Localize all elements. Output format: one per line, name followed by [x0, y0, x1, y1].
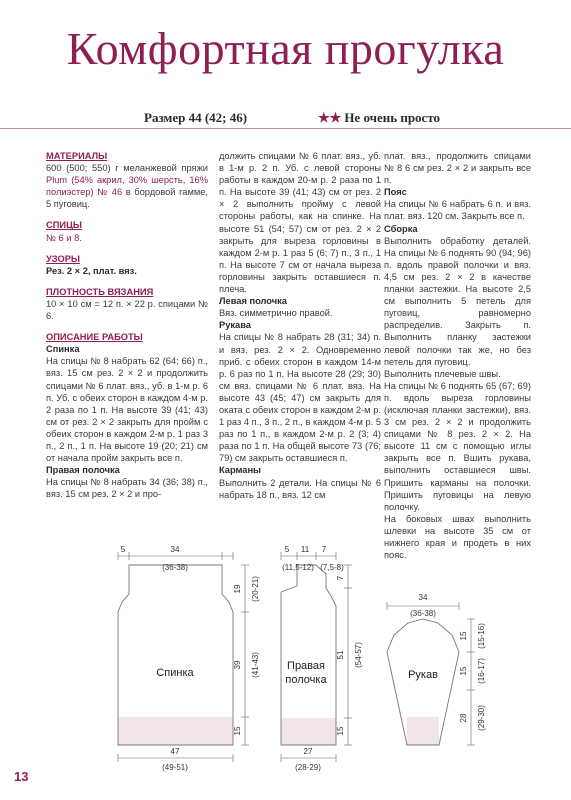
text-column-2 [219, 150, 381, 501]
assembly-text-1: Выполнить обработку деталей. На спицы № 6 поднять 90 (94; 96) п. вдоль правой полочки и вяз. 4,5 см рез. 2 × 2 в качестве планки застежки. На высоте 2,5 см выполнить 5 петель для пуговиц, равномерно распределив. Закрыть п. Выполнить планку застежки левой полочки так же, но без петель для пуговиц. [384, 235, 531, 367]
page-title: Комфортная прогулка [66, 23, 505, 74]
density-text: 10 × 10 см = 12 п. × 22 р. спицами № 6. [46, 298, 208, 322]
left-front-heading: Левая полочка [219, 296, 287, 307]
yarn-name: Plum (54% акрил, 30% шерсть, 16% полиэстер) № 46 [46, 175, 208, 198]
star-icon: ★★ [318, 110, 342, 125]
front-dim-top-sub-c: (7,5-8) [320, 563, 344, 572]
page-number: 13 [14, 769, 29, 784]
front-dim-right-mid: 51 [336, 650, 345, 660]
sleeve-dim-top-sub: (36-38) [410, 609, 436, 618]
text-column-3 [384, 150, 531, 561]
sleeve-dim-right-bot-sub: (29-30) [477, 705, 486, 731]
sleeve-dim-right-top-sub: (15-16) [477, 623, 486, 649]
back-dim-right-mid: 39 [233, 660, 242, 670]
back-dim-bottom: 47 [170, 747, 180, 756]
front-label-1: Правая [287, 660, 325, 672]
belt-text: На спицы № 6 набрать 6 п. и вяз. плат. вяз. 120 см. Закрыть все п. [384, 199, 531, 222]
text-column-1 [46, 150, 208, 500]
right-front-text: На спицы № 8 набрать 34 (36; 38) п., вяз. 15 см рез. 2 × 2 и про- [46, 477, 208, 500]
materials-heading: МАТЕРИАЛЫ [46, 151, 108, 161]
right-front-heading: Правая полочка [46, 465, 120, 476]
density-heading: ПЛОТНОСТЬ ВЯЗАНИЯ [46, 286, 154, 297]
diagrams-svg [0, 540, 571, 800]
back-dim-right-mid-sub: (41-43) [251, 652, 260, 678]
pattern-diagrams [0, 540, 571, 800]
sleeves-heading: Рукава [219, 320, 251, 331]
front-dim-right-bot: 15 [336, 726, 345, 736]
left-front-text: Вяз. симметрично правой. [219, 308, 333, 319]
difficulty-text: Не очень просто [344, 110, 441, 125]
pockets-heading: Карманы [219, 465, 261, 476]
pockets-cont: плат. вяз., продолжить спицами № 8 6 см рез. 2 × 2 и закрыть все п. [384, 151, 531, 186]
patterns-heading: УЗОРЫ [46, 253, 81, 264]
front-dim-bottom-sub: (28-29) [295, 763, 321, 772]
back-heading: Спинка [46, 344, 80, 355]
back-dim-bottom-sub: (49-51) [162, 763, 188, 772]
sleeves-text: На спицы № 8 набрать 28 (31; 34) п. и вяз. рез. 2 × 2. Одновременно приб. с обеих сторон в каждом 14-м р. 6 раз по 1 п. На высоте 28 (29; 30) см вяз. спицами № 6 плат. вяз. На высоте 43 (45; 47) см закрыть для оката с обеих сторон в каждом 2-м р. 1 раз 4 п., 3 п., 2 п., в каждом 4-м р. 5 раз по 1 п., в каждом 2-м р. 2 (3; 4) раза по 1 п. На общей высоте 73 (76; 79) см закрыть оставшиеся п. [219, 332, 381, 464]
materials-text: 600 (500; 550) г меланжевой пряжи Plum (54% акрил, 30% шерсть, 16% полиэстер) № 46 в бордовой гамме, 5 пуговиц. [46, 163, 208, 210]
patterns-text: Рез. 2 × 2, плат. вяз. [46, 265, 137, 276]
front-shade [281, 718, 336, 745]
back-shade [118, 717, 233, 745]
work-heading: ОПИСАНИЕ РАБОТЫ [46, 332, 143, 343]
sleeve-dim-top: 34 [418, 593, 428, 602]
assembly-text-4: На боковых швах выполнить шлевки на высоте 35 см от нижнего края и продеть в них пояс. [384, 513, 531, 561]
assembly-heading: Сборка [384, 223, 418, 234]
front-dim-top-a: 5 [284, 545, 290, 554]
front-dim-right-top: 7 [336, 575, 345, 581]
back-dim-right-top: 19 [233, 584, 242, 594]
front-dim-top-sub-b: (11,5-12) [282, 563, 314, 572]
sleeve-label: Рукав [408, 669, 438, 681]
needles-text: № 6 и 8. [46, 232, 82, 243]
sleeve-dim-right-bot: 28 [459, 713, 468, 723]
pockets-text: Выполнить 2 детали. На спицы № 6 набрать 18 п., вяз. 12 см [219, 477, 381, 500]
difficulty-info [318, 110, 440, 126]
front-label-2: полочка [285, 674, 327, 686]
belt-heading: Пояс [384, 187, 407, 198]
assembly-text-2: Выполнить плечевые швы. [384, 368, 501, 379]
sleeve-dim-right-mid: 15 [459, 666, 468, 676]
back-dim-top: 34 [170, 545, 180, 554]
back-text: На спицы № 8 набрать 62 (64; 66) п., вяз. 15 см рез. 2 × 2 и продолжить спицами № 6 плат. вяз., уб. в 1-м р. 6 п. Уб. с обеих сторон в каждом 4-м р. 2 раза по 1 п. На высоте 39 (41; 43) см от рез. 2 × 2 закрыть для пройм с обеих сторон в каждом 2-м р. 1 раз 3 п., 2 п., 1 п. На высоте 19 (20; 21) см от начала пройм закрыть все п. [46, 356, 208, 464]
title-divider [0, 128, 571, 129]
front-dim-right-mid-sub: (54-57) [354, 642, 363, 668]
back-label: Спинка [156, 667, 194, 679]
back-dim-top-left: 5 [120, 545, 126, 554]
needles-heading: СПИЦЫ [46, 220, 82, 231]
front-dim-bottom: 27 [303, 747, 313, 756]
size-info: Размер 44 (42; 46) [144, 110, 248, 125]
back-dim-right-bot: 15 [233, 726, 242, 736]
back-dim-top-sub: (36-38) [162, 563, 188, 572]
sleeve-shade [407, 717, 439, 745]
front-dim-top-b: 11 [300, 545, 310, 554]
right-front-cont: должить спицами № 6 плат. вяз., уб. в 1-м р. 2 п. Уб. с левой стороны работы в каждом 20-м р. 2 раза по 1 п. На высоте 39 (41; 43) см от рез. 2 × 2 выполнить пройму с левой стороны работы, как на спинке. На высоте 51 (54; 57) см от рез. 2 × 2 закрыть для выреза горловины в каждом 2-м р. 1 раз 5 (6; 7) п., 3 п., 1 п. На высоте 7 см от начала выреза горловины закрыть оставшиеся п. плеча. [219, 151, 381, 295]
assembly-text-3: На спицы № 6 поднять 65 (67; 69) п. вдоль выреза горловины (исключая планки застежки), вяз. 3 см рез. 2 × 2 и продолжить спицами № 8 рез. 2 × 2. На высоте 11 см с помощью иглы закрыть все п. Вшить рукава, выполнить оставшиеся швы. Пришить карманы на полочки. Пришить пуговицы на левую полочку. [384, 380, 531, 512]
back-dim-right-top-sub: (20-21) [251, 576, 260, 602]
front-dim-top-c: 7 [321, 545, 327, 554]
sleeve-dim-right-mid-sub: (16-17) [477, 658, 486, 684]
sleeve-dim-right-top: 15 [459, 631, 468, 641]
